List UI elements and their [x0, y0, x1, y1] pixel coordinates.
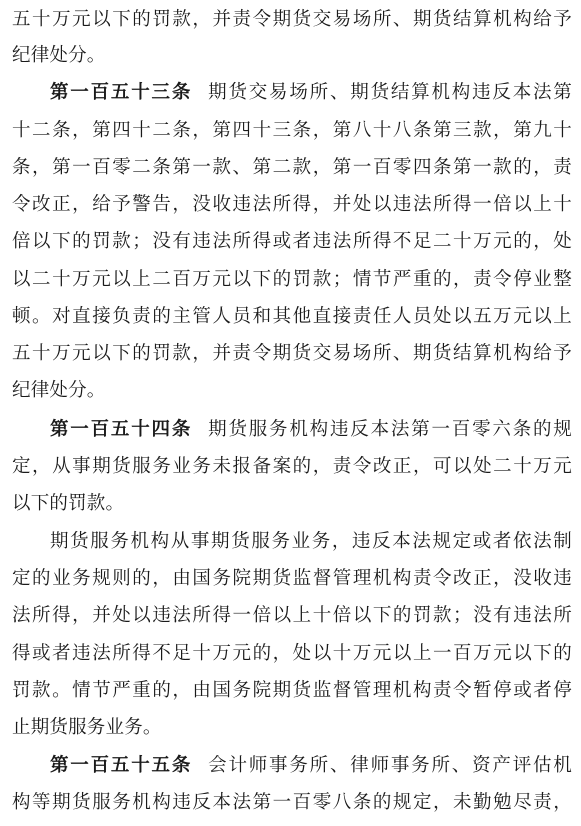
text-line: 五十万元以下的罚款，并责令期货交易场所、期货结算机构给予: [12, 9, 572, 30]
text-line: 定的业务规则的，由国务院期货监督管理机构责令改正，没收违: [12, 568, 572, 589]
text-line: 条，第一百零二条第一款、第二款，第一百零四条第一款的，责: [12, 157, 572, 178]
text-line: 十二条，第四十二条，第四十三条，第八十八条第三款，第九十: [12, 120, 572, 141]
text-line: 五十万元以下的罚款，并责令期货交易场所、期货结算机构给予: [12, 343, 572, 364]
article-text: 会计师事务所、律师事务所、资产评估机: [208, 755, 573, 776]
article-heading: 第一百五十五条: [50, 755, 193, 776]
text-line: 构等期货服务机构违反本法第一百零八条的规定，未勤勉尽责，: [12, 792, 572, 813]
article-153-line: [12, 75, 572, 111]
article-heading: 第一百五十四条: [50, 419, 193, 440]
article-text: 期货服务机构违反本法第一百零六条的规: [208, 419, 573, 440]
text-line: 罚款。情节严重的，由国务院期货监督管理机构责令暂停或者停: [12, 680, 572, 701]
text-line: 以下的罚款。: [12, 493, 125, 514]
text-line: 以二十万元以上二百万元以下的罚款；情节严重的，责令停业整: [12, 269, 572, 290]
paragraph-first-line: 期货服务机构从事期货服务业务，违反本法规定或者依法制: [50, 531, 572, 552]
text-line: 得或者违法所得不足十万元的，处以十万元以上一百万元以下的: [12, 643, 572, 664]
article-154-line: [12, 412, 572, 448]
text-line: 倍以下的罚款；没有违法所得或者违法所得不足二十万元的，处: [12, 231, 572, 252]
article-155-line: [12, 748, 572, 784]
article-text: 期货交易场所、期货结算机构违反本法第: [208, 82, 573, 103]
text-line: 纪律处分。: [12, 45, 106, 66]
document-page: [12, 0, 572, 826]
text-line: 令改正，给予警告，没收违法所得，并处以违法所得一倍以上十: [12, 194, 572, 215]
text-line: 法所得，并处以违法所得一倍以上十倍以下的罚款；没有违法所: [12, 605, 572, 626]
text-line: 纪律处分。: [12, 380, 106, 401]
text-line: 定，从事期货服务业务未报备案的，责令改正，可以处二十万元: [12, 456, 572, 477]
text-line: 顿。对直接负责的主管人员和其他直接责任人员处以五万元以上: [12, 306, 572, 327]
text-line: 止期货服务业务。: [12, 717, 162, 738]
article-heading: 第一百五十三条: [50, 82, 193, 103]
